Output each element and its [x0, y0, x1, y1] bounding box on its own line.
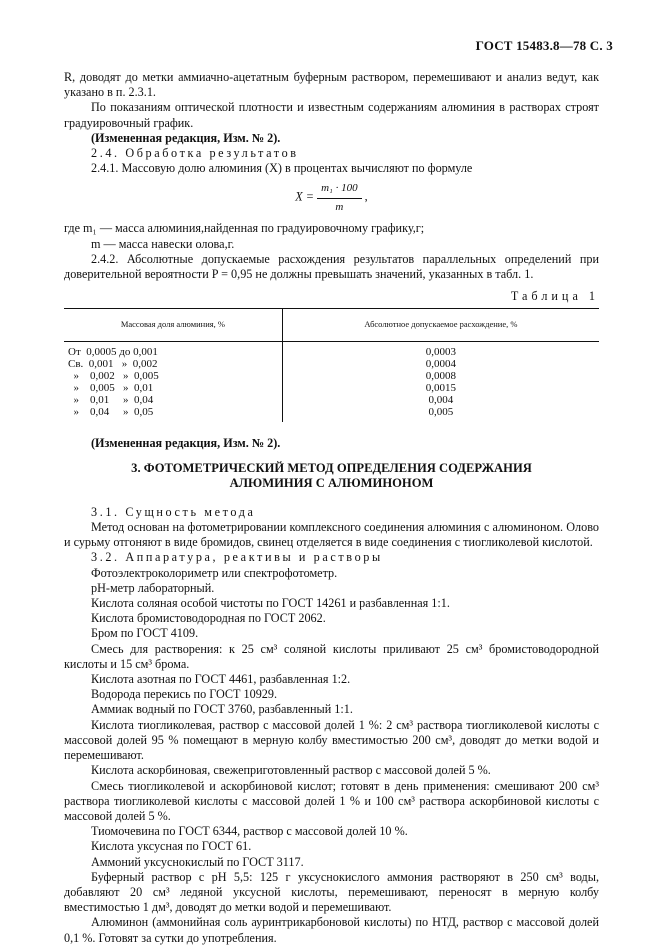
formula	[64, 181, 599, 215]
formula-tail: ,	[364, 189, 368, 204]
formula-lhs: X =	[295, 189, 315, 204]
list-item: Тиомочевина по ГОСТ 6344, раствор с массовой долей 10 %.	[91, 824, 408, 839]
formula-denominator: m	[335, 200, 344, 213]
table-cell-range: Св. 0,001 » 0,002	[64, 358, 282, 370]
subsection-heading-apparatus: 3.2. Аппаратура, реактивы и растворы	[91, 550, 383, 565]
table-caption: Таблица 1	[510, 289, 599, 304]
table-cell-range: » 0,04 » 0,05	[64, 406, 282, 422]
table-row	[64, 341, 599, 358]
table-cell-tolerance: 0,0008	[425, 369, 457, 382]
table-cell-tolerance: 0,0003	[425, 345, 457, 358]
paragraph-method: Метод основан на фотометрировании комплексного соединения алюминия с алюминоном. Олово и сурьму отгоняют в виде бромидов, свинец отделяется в виде соединения с тиогликолевой кислотой.	[64, 520, 599, 550]
table-header-tolerance: Абсолютное допускаемое расхождение, %	[282, 309, 599, 341]
formula-numerator: m₁ · 100	[317, 181, 362, 198]
list-item: Кислота тиогликолевая, раствор с массовой долей 1 %: 2 см³ раствора тиогликолевой кислоты с массовой долей 95 % помещают в мерную колбу вместимостью 200 см³, доводят до метки водой и перемешивают.	[64, 717, 599, 763]
revision-note-2: (Измененная редакция, Изм. № 2).	[91, 435, 281, 450]
paragraph-buffer: R, доводят до метки аммиачно-ацетатным буферным раствором, перемешивают и анализ ведут, как указано в п. 2.3.1.	[64, 70, 599, 100]
table-row	[64, 382, 599, 394]
list-item: Кислота азотная по ГОСТ 4461, разбавленная 1:2.	[91, 672, 351, 687]
list-item: Водорода перекись по ГОСТ 10929.	[91, 687, 278, 702]
list-item: Фотоэлектроколориметр или спектрофотометр.	[91, 565, 338, 580]
list-item: Бром по ГОСТ 4109.	[91, 626, 199, 641]
table-cell-tolerance: 0,0015	[425, 381, 457, 394]
table-cell-tolerance: 0,005	[428, 405, 454, 418]
paragraph-formula-intro: 2.4.1. Массовую долю алюминия (X) в процентах вычисляют по формуле	[91, 161, 473, 176]
list-item: pH-метр лабораторный.	[91, 580, 215, 595]
table-cell-tolerance: 0,0004	[425, 357, 457, 370]
list-item: Кислота уксусная по ГОСТ 61.	[91, 839, 252, 854]
definition-m: m — масса навески олова,г.	[91, 236, 235, 251]
table-cell-range: » 0,01 » 0,04	[64, 394, 282, 406]
revision-note-1: (Измененная редакция, Изм. № 2).	[91, 130, 281, 145]
section-title-line-2: АЛЮМИНИЯ С АЛЮМИНОНОМ	[229, 475, 434, 490]
section-title-line-1: 3. ФОТОМЕТРИЧЕСКИЙ МЕТОД ОПРЕДЕЛЕНИЯ СОДЕРЖАНИЯ	[131, 460, 532, 475]
list-item: Кислота аскорбиновая, свежеприготовленный раствор с массовой долей 5 %.	[91, 763, 491, 778]
document-body	[64, 70, 599, 946]
list-item: Смесь для растворения: к 25 см³ соляной кислоты приливают 25 см³ бромистоводородной кислоты и 15 см³ брома.	[64, 641, 599, 671]
list-item: Кислота бромистоводородная по ГОСТ 2062.	[91, 611, 326, 626]
list-item: Смесь тиогликолевой и аскорбиновой кислот; готовят в день применения: смешивают 200 см³ раствора тиогликолевой кислоты с массовой долей 1 % и 100 см³ раствора аскорбиновой кислоты с массовой долей 5 %.	[64, 778, 599, 823]
list-item: Буферный раствор с pH 5,5: 125 г уксуснокислого аммония растворяют в 250 см³ воды, добавляют 20 см³ ледяной уксусной кислоты, перемешивают, переносят в мерную колбу вместимостью 1 дм³, доводят до метки водой и перемешивают.	[64, 869, 599, 915]
table-cell-range: » 0,005 » 0,01	[64, 382, 282, 394]
tolerance-table	[64, 308, 599, 421]
paragraph-tolerances: 2.4.2. Абсолютные допускаемые расхождения результатов параллельных определений при доверительной вероятности P = 0,95 не должны превышать значений, указанных в табл. 1.	[64, 251, 599, 282]
section-title	[64, 461, 599, 491]
list-item: Алюминон (аммонийная соль ауринтрикарбоновой кислоты) по НТД, раствор с массовой долей 0,1 %. Готовят за сутки до употребления.	[64, 915, 599, 945]
table-row	[64, 406, 599, 422]
table-cell-tolerance: 0,004	[428, 393, 454, 406]
list-item: Кислота соляная особой чистоты по ГОСТ 14261 и разбавленная 1:1.	[91, 596, 450, 611]
table-row	[64, 358, 599, 370]
table-header-mass-fraction: Массовая доля алюминия, %	[64, 309, 282, 341]
table-row	[64, 394, 599, 406]
definition-m1: где m₁ — масса алюминия,найденная по градуировочному графику,г;	[64, 221, 425, 236]
table-cell-range: От 0,0005 до 0,001	[64, 341, 282, 358]
paragraph-calibration: По показаниям оптической плотности и известным содержаниям алюминия в растворах строят градуировочный график.	[64, 100, 599, 130]
table-row	[64, 370, 599, 382]
list-item: Аммиак водный по ГОСТ 3760, разбавленный 1:1.	[91, 702, 353, 717]
page-header: ГОСТ 15483.8—78 С. 3	[475, 38, 613, 53]
section-heading-processing: 2.4. Обработка результатов	[91, 146, 299, 161]
table-cell-range: » 0,002 » 0,005	[64, 370, 282, 382]
subsection-heading-essence: 3.1. Сущность метода	[91, 504, 256, 519]
formula-fraction	[317, 181, 362, 214]
list-item: Аммоний уксуснокислый по ГОСТ 3117.	[91, 854, 304, 869]
